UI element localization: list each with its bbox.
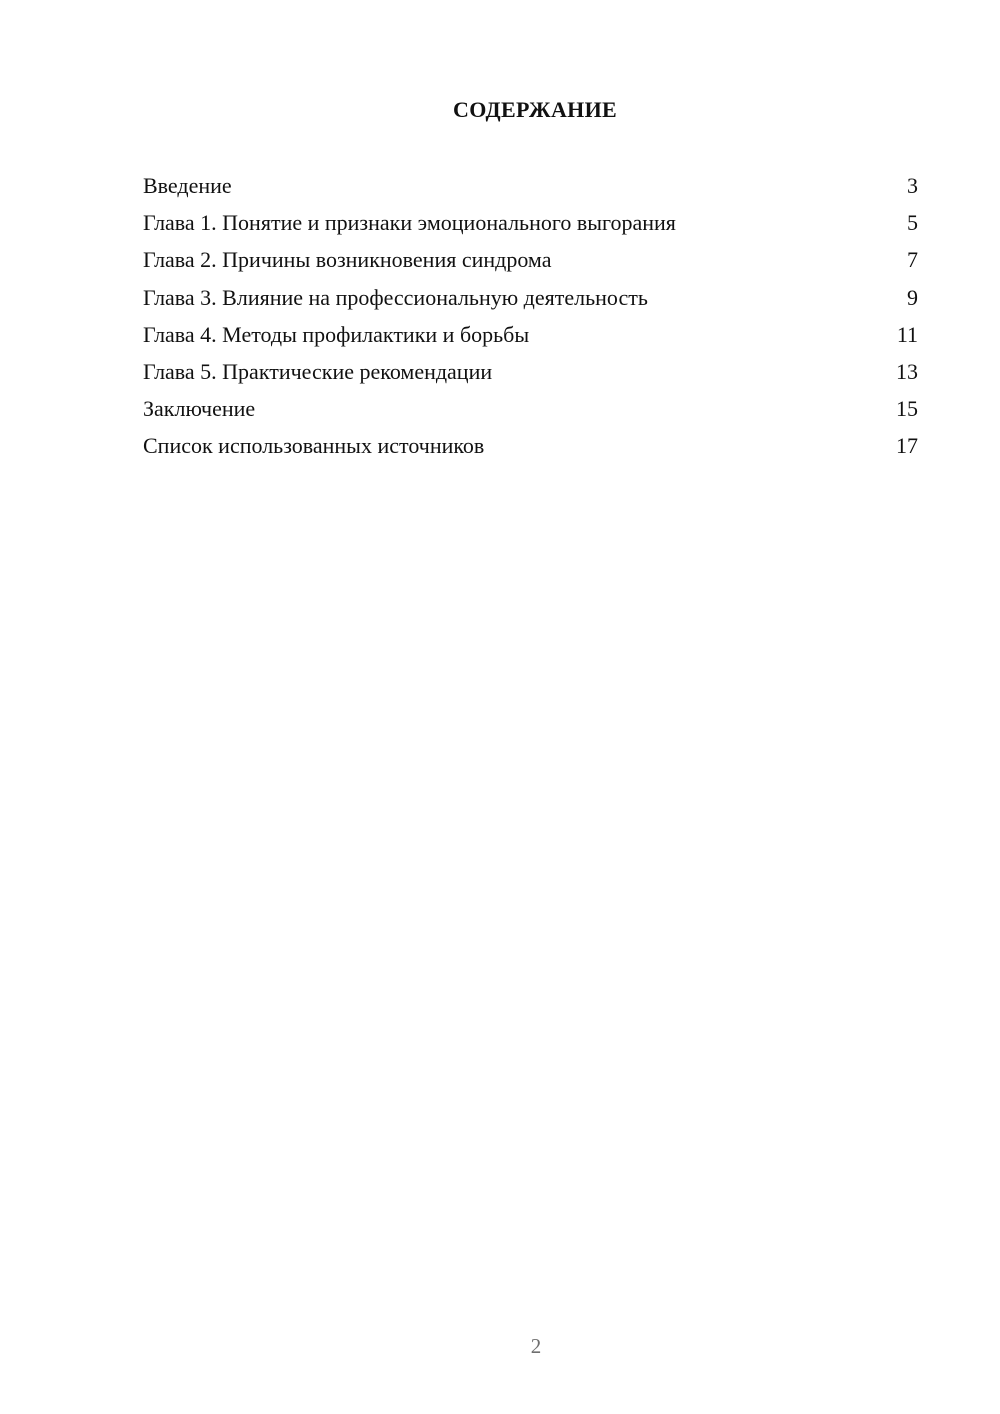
toc-heading: СОДЕРЖАНИЕ [453,97,617,122]
toc-entry-label: Глава 3. Влияние на профессиональную деятельность [143,284,648,310]
toc-entry-chapter-3 [143,279,918,316]
toc-entry-label: Глава 5. Практические рекомендации [143,358,493,384]
toc-entry-page: 15 [896,396,918,422]
toc-entry-page: 9 [907,284,918,310]
toc-entry-label: Глава 1. Понятие и признаки эмоционального выгорания [143,210,676,236]
toc-entry-references [143,427,918,464]
toc-entry-page: 11 [896,321,918,347]
toc-entry-chapter-5 [143,353,918,390]
toc-entry-label: Введение [143,173,232,198]
toc-entry-label: Заключение [143,396,256,422]
toc-entry-page: 3 [907,173,918,198]
toc-entry-chapter-2 [143,241,918,278]
toc-entry-label: Список использованных источников [143,433,485,459]
toc-entry-chapter-4 [143,316,918,353]
toc-entry-label: Глава 4. Методы профилактики и борьбы [143,321,530,347]
table-of-contents [143,167,918,465]
page-number: 2 [530,1334,542,1358]
toc-entry-page: 7 [907,247,918,273]
toc-entry-conclusion [143,390,918,427]
toc-entry-label: Глава 2. Причины возникновения синдрома [143,247,552,273]
toc-entry-page: 5 [907,210,918,236]
toc-entry-page: 17 [896,433,918,459]
toc-entry-chapter-1 [143,204,918,241]
toc-entry-page: 13 [896,358,918,384]
toc-entry-introduction [143,167,918,204]
